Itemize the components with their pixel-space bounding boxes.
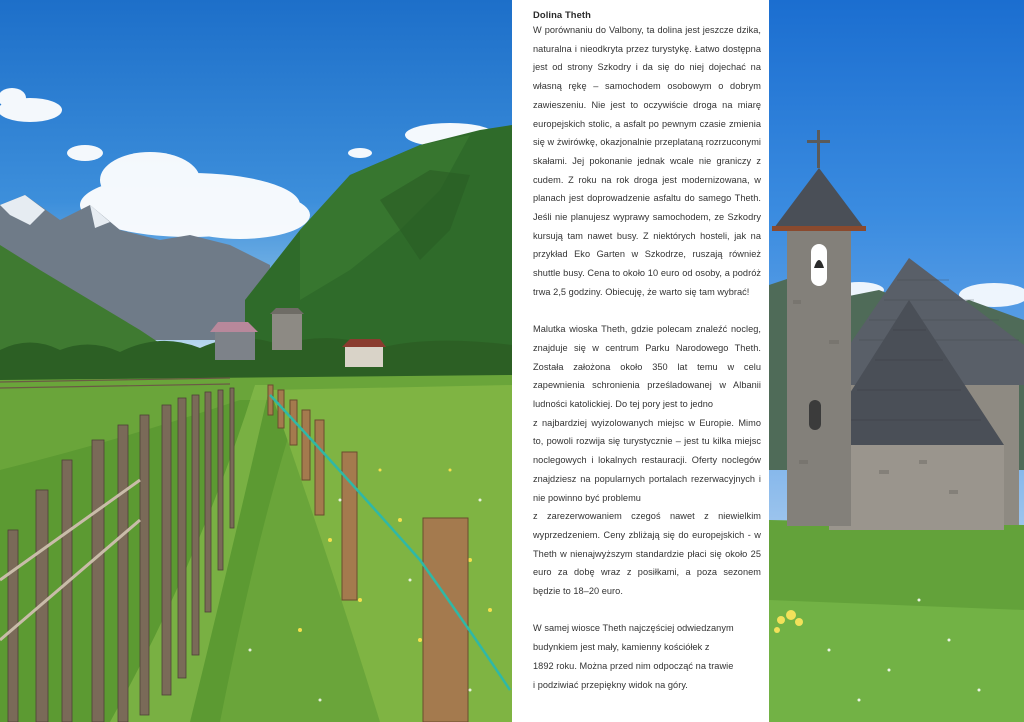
paragraph-village-intro: Malutka wioska Theth, gdzie polecam znaleźć nocleg, znajduje się w centrum Parku Narodowego Theth. Została założona około 350 lat temu w celu zapewnienia schronienia prześladowanej w Albanii ludności katolickiej. Do tej pory jest to jedno xyxy=(533,324,761,410)
paragraph-village-prices: z zarezerwowaniem czegoś nawet z niewielkim wyprzedzeniem. Ceny zbliżają się do europejskich - w Theth w nienajwyższym standardzie płaci się około 25 euro za dobę wraz z posiłkami, a poza sezonem będzie to 18–20 euro. xyxy=(533,511,761,597)
church-photo xyxy=(769,0,1024,722)
tower-roof xyxy=(774,168,864,228)
red-roof-house xyxy=(345,345,383,367)
pink-roof-house xyxy=(215,330,255,360)
stone-house xyxy=(272,312,302,350)
church-photo-illustration xyxy=(769,0,1024,722)
church-line: budynkiem jest mały, kamienny kościółek z xyxy=(533,642,710,653)
paragraph-church xyxy=(533,619,761,694)
church-line: 1892 roku. Można przed nim odpocząć na trawie xyxy=(533,660,734,671)
section-heading: Dolina Theth xyxy=(533,9,591,20)
paragraph-road-access: W porównaniu do Valbony, ta dolina jest jeszcze dzika, naturalna i nieodkryta przez turystykę. Łatwo dostępna jest od strony Szkodry i da się do niej dojechać na własną rękę – samochodem osobowym o dobrym zawieszeniu. Nie jest to oczywiście droga na miarę europejskich stolic, a asfalt po pewnym czasie zmienia się w żwirówkę, okazjonalnie przeplataną rozrzuconymi skałami. Jej pokonanie jednak wcale nie graniczy z cudem. Z roku na rok droga jest modernizowana, w planach jest doprowadzenie asfaltu do samego Theth. Jeśli nie planujesz wyprawy samochodem, ze Szkodry kursują tam nawet busy. Z niektórych hosteli, jak na przykład Eko Garten w Szkodrze, ruszają również shuttle busy. Cena to około 10 euro od osoby, a podróż trwa 2,5 godziny. Obiecuję, że warto się tam wybrać! xyxy=(533,25,761,297)
paragraph-village-isolation: z najbardziej wyizolowanych miejsc w Europie. Mimo to, powoli rozwija się turystycznie – jest tu kilka miejsc noclegowych i lokalnych restauracji. Oferty noclegów znajdziesz na popularnych portalach rezerwacyjnych i nie powinno być problemu xyxy=(533,417,761,503)
church-line: i podziwiać przepiękny widok na góry. xyxy=(533,679,688,690)
cross xyxy=(817,130,820,168)
article-text-column xyxy=(512,0,769,722)
apse xyxy=(829,445,1004,530)
church-line: W samej wiosce Theth najczęściej odwiedzanym xyxy=(533,623,734,634)
